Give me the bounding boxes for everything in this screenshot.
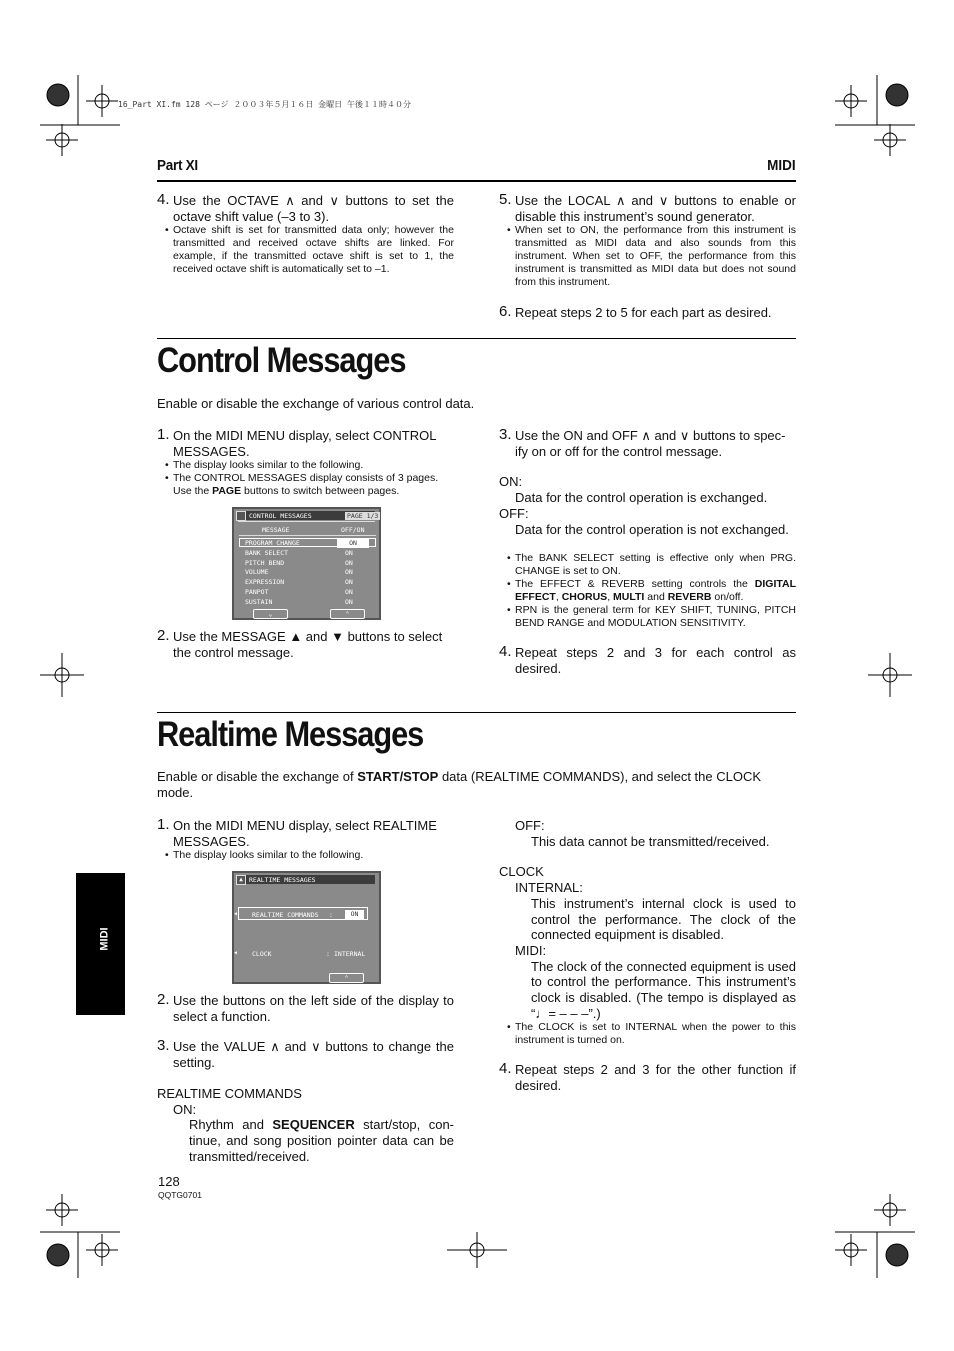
section-rule — [157, 712, 796, 713]
step-text: Use the buttons on the left side of the display to select a function. — [173, 993, 454, 1024]
control-note-pages — [157, 472, 454, 498]
step-number: 3. — [499, 426, 512, 443]
control-intro: Enable or disable the exchange of various control data. — [157, 396, 475, 411]
intro-text: data (REALTIME COMMANDS), and select the CLOCK mode. — [157, 769, 762, 800]
display-row-value[interactable]: ON — [345, 588, 353, 596]
note-text: on/off. — [711, 591, 744, 604]
octave-note: • Octave shift is set for transmitted data only; however the transmitted and received octave shifts are linked. For example, if the transmitted octave shift is set to 1, the received octave shift is automatically set to –1. — [157, 224, 454, 276]
value-button[interactable]: ⌃ — [329, 973, 364, 983]
note-text: The CONTROL MESSAGES display consists of 3 pages. Use the — [173, 472, 439, 498]
display-row-value[interactable]: ON — [337, 539, 369, 548]
note-bold-text: REVERB — [667, 591, 712, 604]
note-text: and — [644, 591, 668, 604]
note-bold-text: CHORUS — [561, 591, 608, 604]
page-down-button[interactable]: ⌄ — [253, 609, 288, 619]
step-text: On the MIDI MENU display, select REALTIME MESSAGES. — [173, 818, 437, 849]
off-description: Data for the control operation is not exchanged. — [515, 521, 789, 537]
note-bold-text: PAGE — [212, 485, 242, 498]
step-text: Use the OCTAVE ∧ and ∨ buttons to set the octave shift value (–3 to 3). — [173, 193, 454, 224]
control-left-column — [157, 428, 454, 498]
realtime-commands-heading: REALTIME COMMANDS — [157, 1085, 302, 1101]
realtime-step-2 — [157, 993, 454, 1024]
side-tab — [76, 873, 125, 1015]
control-messages-display — [232, 507, 381, 620]
desc-text: start/stop, con-tinue, and song position pointer data can be transmitted/received. — [189, 1117, 454, 1164]
step-text: Use the VALUE ∧ and ∨ buttons to change the setting. — [173, 1039, 454, 1071]
warning-icon: ▲ — [236, 875, 246, 885]
part-label: Part XI — [157, 157, 198, 174]
clock-label: CLOCK — [252, 950, 272, 958]
step-number: 4. — [157, 191, 170, 208]
control-right-column — [499, 428, 796, 677]
step-text: Repeat steps 2 and 3 for each control as desired. — [515, 645, 796, 676]
document-code: QQTG0701 — [158, 1190, 202, 1200]
step-text: On the MIDI MENU display, select CONTROL MESSAGES. — [173, 428, 436, 459]
display-row-name[interactable]: VOLUME — [245, 568, 269, 577]
desc-bold-text: SEQUENCER — [272, 1117, 355, 1133]
on-description: Data for the control operation is exchanged. — [515, 490, 768, 506]
note-text: The EFFECT & REVERB setting controls the — [515, 578, 755, 591]
clock-note: • The CLOCK is set to INTERNAL when the power to this instrument is turned on. — [499, 1021, 796, 1047]
column-header-onoff: OFF/ON — [341, 526, 365, 534]
realtime-left-column — [157, 818, 454, 862]
repeat-step — [499, 305, 796, 321]
step-number: 1. — [157, 816, 170, 833]
display-row-value[interactable]: ON — [345, 578, 353, 587]
step-number: 1. — [157, 426, 170, 443]
realtime-note-display: • The display looks similar to the following. — [157, 849, 454, 862]
file-header: 16_Part XI.fm 128 ページ ２００３年５月１６日 金曜日 午後１１時４０分 — [118, 100, 411, 109]
note-bold-text: DIGITAL EFFECT — [515, 578, 796, 604]
local-note: • When set to ON, the performance from this instrument is transmitted as MIDI data and also sounds from this instrument. When set to OFF, the performance from this instrument is transmitted as MIDI data but does not sound from this instrument. — [499, 224, 796, 289]
midi-label: MIDI: — [515, 942, 547, 958]
realtime-step-3 — [157, 1039, 454, 1070]
top-right-column — [499, 193, 796, 289]
desc-text: Rhythm and — [189, 1117, 273, 1133]
realtime-commands-label: REALTIME COMMANDS — [252, 911, 319, 919]
realtime-left-lower — [157, 993, 454, 1164]
control-step-4 — [499, 645, 796, 676]
note-text: , — [555, 591, 562, 604]
realtime-step-1 — [157, 818, 454, 849]
octave-step — [157, 193, 454, 224]
control-note-display: • The display looks similar to the following. — [157, 459, 454, 472]
display-row-name[interactable]: PANPOT — [245, 588, 269, 596]
display-row-value[interactable]: ON — [345, 548, 353, 557]
note-text: , — [607, 591, 614, 604]
left-arrow-icon: ◀ — [234, 950, 238, 956]
separator: : — [329, 911, 333, 919]
internal-label: INTERNAL: — [515, 880, 583, 896]
repeat-step-container — [499, 305, 796, 321]
realtime-right-column — [499, 818, 796, 1094]
control-step-1 — [157, 428, 454, 459]
intro-text: Enable or disable the exchange of — [157, 769, 358, 784]
section-label: MIDI — [767, 157, 796, 174]
display-corner-icon — [236, 511, 246, 521]
display-page: PAGE 1/3 — [347, 512, 379, 520]
display-row-name[interactable]: EXPRESSION — [245, 578, 285, 587]
display-row-value[interactable]: ON — [345, 568, 353, 577]
step-text: Repeat steps 2 and 3 for the other function if desired. — [515, 1062, 796, 1094]
header-rule — [157, 180, 796, 182]
separator: : — [326, 950, 330, 958]
display-row-name[interactable]: PITCH BEND — [245, 558, 285, 567]
step-number: 4. — [499, 643, 512, 661]
section-rule — [157, 338, 796, 339]
step-number: 6. — [499, 303, 512, 320]
note-bold-text: MULTI — [613, 591, 645, 604]
off-label: OFF: — [499, 505, 529, 521]
step-text: Repeat steps 2 to 5 for each part as desired. — [515, 305, 772, 320]
rc-on-label: ON: — [173, 1101, 197, 1117]
step-number: 5. — [499, 191, 512, 208]
step-number: 2. — [157, 627, 170, 644]
step-text: Use the MESSAGE ▲ and ▼ buttons to select the control message. — [173, 629, 443, 660]
column-header-message: MESSAGE — [262, 526, 290, 534]
bank-select-note: • The BANK SELECT setting is effective only when PRG. CHANGE is set to ON. — [499, 552, 796, 578]
display-row-value[interactable]: ON — [345, 558, 353, 567]
rc-on-description — [157, 1117, 454, 1164]
control-step-2-container — [157, 629, 454, 660]
internal-description: This instrument’s internal clock is used to control the performance. The clock of the connected equipment is disabled. — [531, 895, 796, 943]
side-tab-label: MIDI — [98, 927, 111, 951]
page-number: 128 — [158, 1174, 180, 1189]
rpn-note: • RPN is the general term for KEY SHIFT, TUNING, PITCH BEND RANGE and MODULATION SENSITIVITY. — [499, 604, 796, 630]
step-number: 2. — [157, 991, 170, 1008]
realtime-intro — [157, 769, 797, 801]
display-row-name[interactable]: SUSTAIN — [245, 597, 273, 606]
intro-bold-text: START/STOP — [357, 769, 439, 784]
clock-heading: CLOCK — [499, 864, 544, 880]
local-step — [499, 193, 796, 224]
display-row-name[interactable]: BANK SELECT — [245, 548, 289, 557]
step-number: 3. — [157, 1037, 170, 1055]
rc-off-description: This data cannot be transmitted/received. — [531, 833, 770, 849]
realtime-messages-title: Realtime Messages — [157, 715, 424, 754]
display-divider — [238, 521, 375, 524]
control-step-2 — [157, 629, 454, 660]
clock-value[interactable]: INTERNAL — [334, 950, 366, 958]
control-step-3 — [499, 428, 796, 459]
display-row-value[interactable]: ON — [345, 597, 353, 606]
top-left-column — [157, 193, 454, 276]
left-arrow-icon: ◀ — [234, 911, 238, 917]
on-label: ON: — [499, 474, 523, 490]
note-text: buttons to switch between pages. — [241, 485, 400, 498]
midi-description: The clock of the connected equipment is used to control the performance. This instrument’s clock is disabled. (The tempo is displayed as “♩= – – –”.) — [531, 958, 796, 1021]
display-title: REALTIME MESSAGES — [249, 876, 316, 884]
step-text: Use the LOCAL ∧ and ∨ buttons to enable or disable this instrument’s sound generator. — [515, 193, 796, 224]
realtime-step-4 — [499, 1062, 796, 1093]
rc-off-label: OFF: — [515, 818, 545, 833]
step-number: 4. — [499, 1060, 512, 1078]
page-up-button[interactable]: ⌃ — [330, 609, 365, 619]
display-title: CONTROL MESSAGES — [249, 512, 312, 520]
realtime-commands-value[interactable]: ON — [345, 910, 364, 919]
step-text: Use the ON and OFF ∧ and ∨ buttons to spec-ify on or off for the control message. — [515, 428, 786, 459]
display-divider — [239, 535, 376, 536]
display-row-name[interactable]: PROGRAM CHANGE — [245, 539, 300, 547]
control-messages-title: Control Messages — [157, 341, 406, 380]
realtime-messages-display — [232, 871, 381, 984]
effect-reverb-note — [499, 578, 796, 604]
